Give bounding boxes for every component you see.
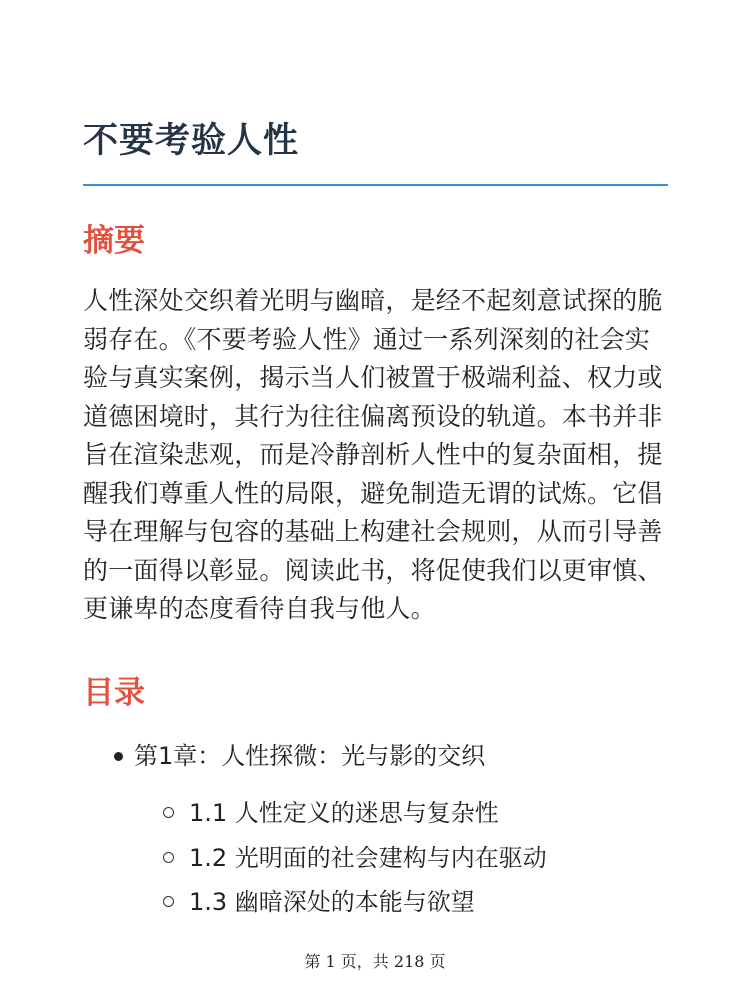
bullet-circle-icon <box>163 852 174 863</box>
toc-heading: 目录 <box>83 675 145 711</box>
summary-heading: 摘要 <box>83 223 145 259</box>
page-number-footer: 第 1 页，共 218 页 <box>304 952 446 971</box>
book-title: 不要考验人性 <box>83 121 300 161</box>
bullet-disc-icon <box>114 752 123 761</box>
summary-paragraph: 人性深处交织着光明与幽暗，是经不起刻意试探的脆弱存在。《不要考验人性》通过一系列深刻的社会实验与真实案例，揭示当人们被置于极端利益、权力或道德困境时，其行为往往偏离预设的轨道。本书并非旨在渲染悲观，而是冷静剖析人性中的复杂面相，提醒我们尊重人性的局限，避免制造无谓的试炼。它倡导在理解与包容的基础上构建社会规则，从而引导善的一面得以彰显。阅读此书，将促使我们以更审慎、更谦卑的态度看待自我与他人。 <box>83 286 663 623</box>
toc-chapter-1[interactable]: 第1章：人性探微：光与影的交织 <box>134 742 486 770</box>
bullet-circle-icon <box>163 896 174 907</box>
toc-section-1-2[interactable]: 1.2 光明面的社会建构与内在驱动 <box>189 844 547 872</box>
bullet-circle-icon <box>163 807 174 818</box>
toc-section-1-1[interactable]: 1.1 人性定义的迷思与复杂性 <box>189 799 499 827</box>
toc-section-1-3[interactable]: 1.3 幽暗深处的本能与欲望 <box>189 888 475 916</box>
title-divider <box>83 184 668 186</box>
